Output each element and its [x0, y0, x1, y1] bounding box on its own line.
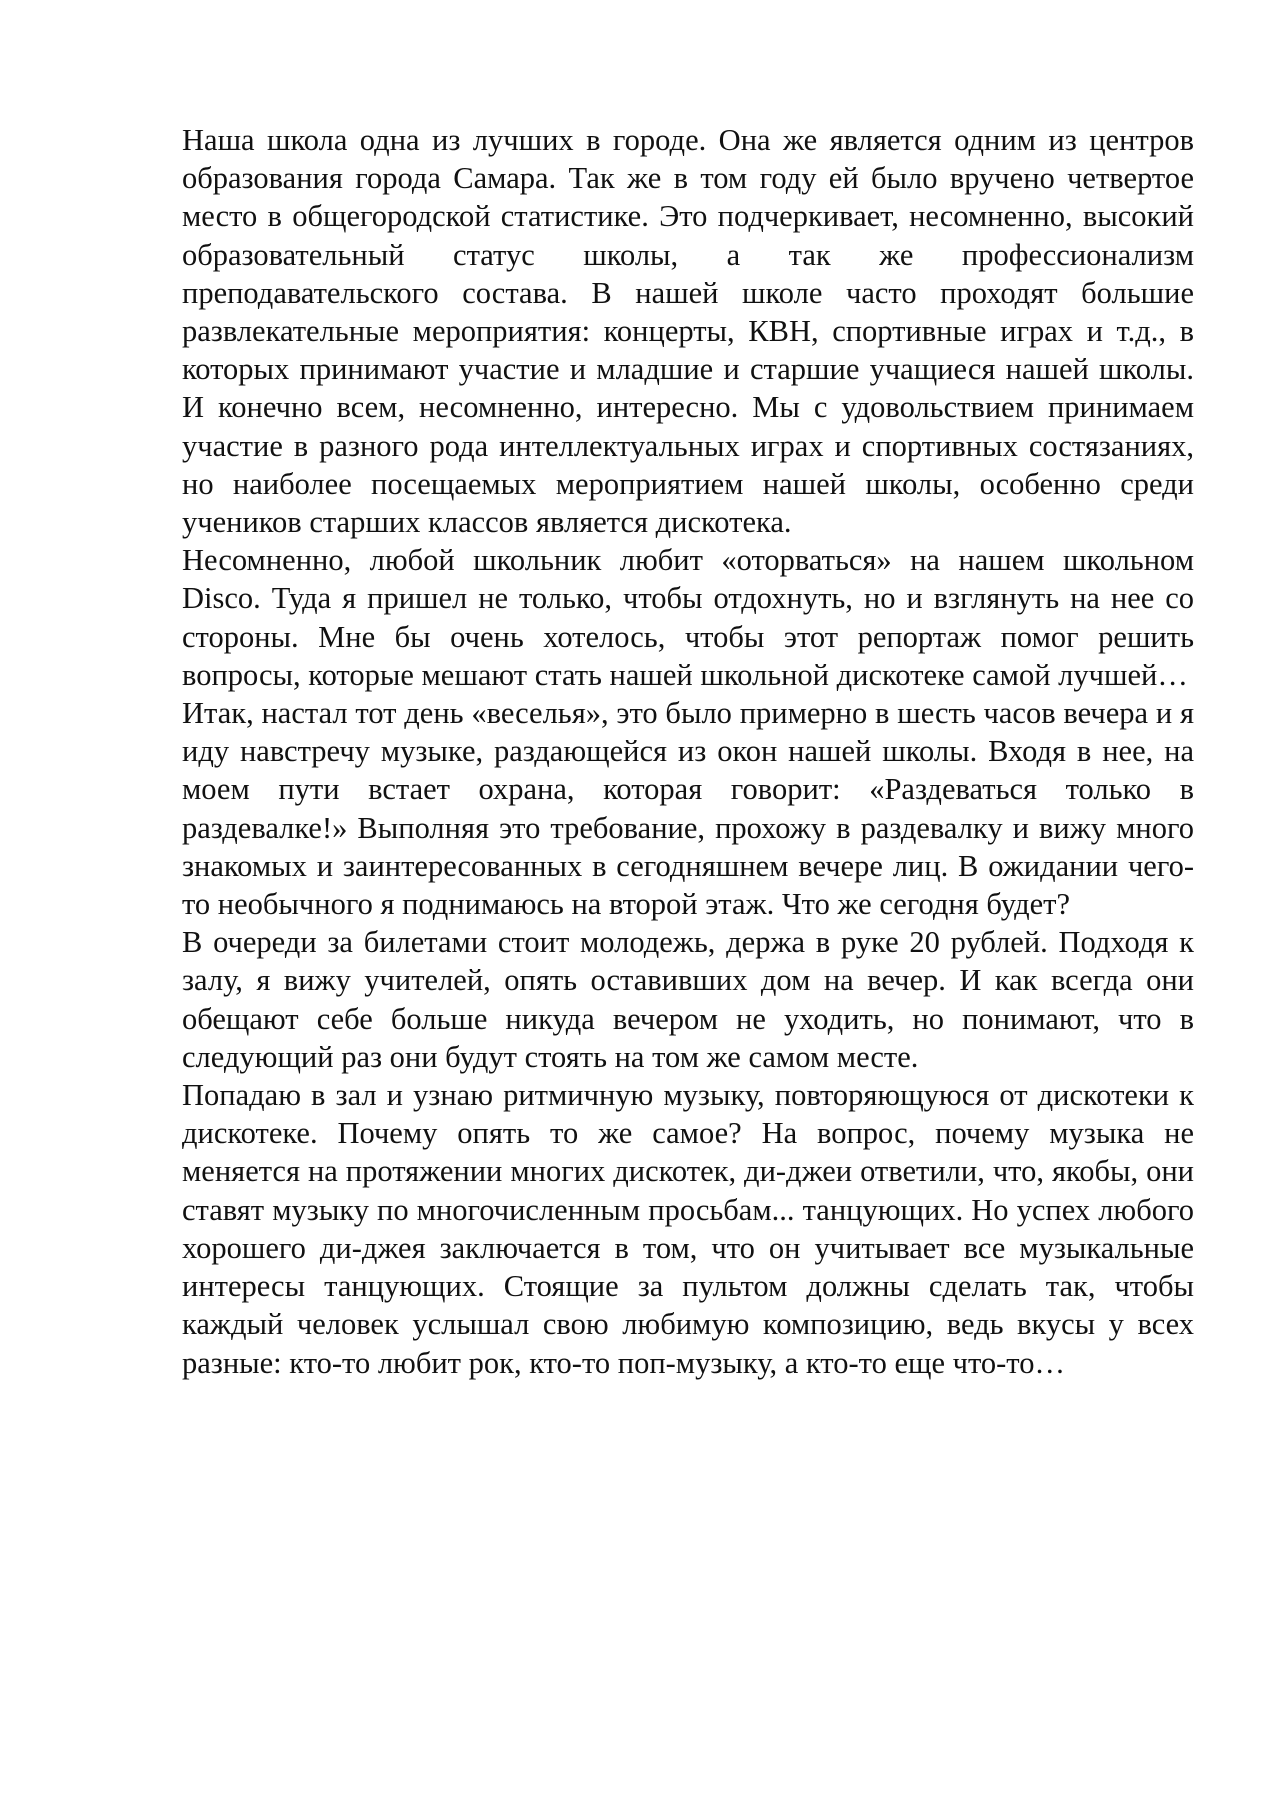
document-body	[182, 121, 1194, 1382]
paragraph-ticket-queue: В очереди за билетами стоит молодежь, держа в руке 20 рублей. Подходя к залу, я вижу учителей, опять оставивших дом на вечер. И как всегда они обещают себе больше никуда вечером не уходить, но понимают, что в следующий раз они будут стоять на том же самом месте.	[182, 925, 1194, 1074]
paragraph-disco: Несомненно, любой школьник любит «оторваться» на нашем школьном Disco. Туда я пришел не только, чтобы отдохнуть, но и взглянуть на нее со стороны. Мне бы очень хотелось, чтобы этот репортаж помог решить вопросы, которые мешают стать нашей школьной дискотеке самой лучшей…	[182, 543, 1194, 692]
paragraph-school-intro: Наша школа одна из лучших в городе. Она же является одним из центров образования города Самара. Так же в том году ей было вручено четвертое место в общегородской статистике. Это подчеркивает, несомненно, высокий образовательный статус школы, а так же профессионализм преподавательского состава. В нашей школе часто проходят большие развлекательные мероприятия: концерты, КВН, спортивные играх и т.д., в которых принимают участие и младшие и старшие учащиеся нашей школы. И конечно всем, несомненно, интересно. Мы с удовольствием принимаем участие в разного рода интеллектуальных играх и спортивных состязаниях, но наиболее посещаемых мероприятием нашей школы, особенно среди учеников старших классов является дискотека.	[182, 123, 1194, 540]
paragraph-arrival: Итак, настал тот день «веселья», это было примерно в шесть часов вечера и я иду навстречу музыке, раздающейся из окон нашей школы. Входя в нее, на моем пути встает охрана, которая говорит: «Раздеваться только в раздевалке!» Выполняя это требование, прохожу в раздевалку и вижу много знакомых и заинтересованных в сегодняшнем вечере лиц. В ожидании чего-то необычного я поднимаюсь на второй этаж. Что же сегодня будет?	[182, 696, 1194, 922]
paragraph-music: Попадаю в зал и узнаю ритмичную музыку, повторяющуюся от дискотеки к дискотеке. Почему опять то же самое? На вопрос, почему музыка не меняется на протяжении многих дискотек, ди-джеи ответили, что, якобы, они ставят музыку по многочисленным просьбам... танцующих. Но успех любого хорошего ди-джея заключается в том, что он учитывает все музыкальные интересы танцующих. Стоящие за пультом должны сделать так, чтобы каждый человек услышал свою любимую композицию, ведь вкусы у всех разные: кто-то любит рок, кто-то поп-музыку, а кто-то еще что-то…	[182, 1078, 1194, 1380]
